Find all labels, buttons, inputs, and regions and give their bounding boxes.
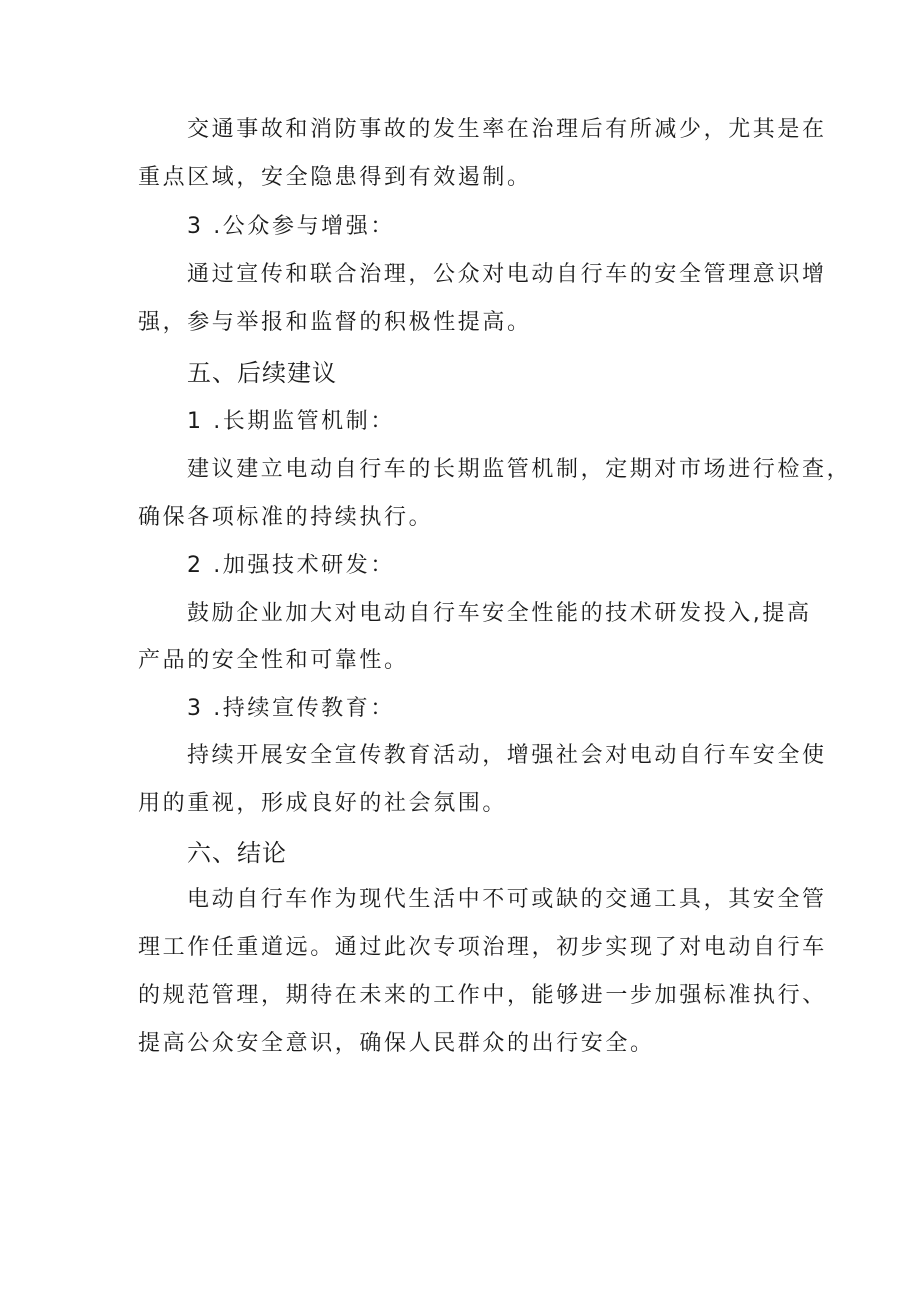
paragraph-accident-line-1: 交通事故和消防事故的发生率在治理后有所减少，尤其是在 bbox=[187, 117, 827, 142]
item-tech-research: 2 .加强技术研发： bbox=[187, 553, 395, 578]
paragraph-public-line-2: 强，参与举报和监督的积极性提高。 bbox=[138, 310, 532, 335]
section-heading-conclusion: 六、结论 bbox=[187, 839, 287, 867]
paragraph-conclusion-line-1: 电动自行车作为现代生活中不可或缺的交通工具，其安全管 bbox=[187, 887, 827, 912]
section-heading-follow-up: 五、后续建议 bbox=[187, 359, 337, 387]
paragraph-education-line-2: 用的重视，形成良好的社会氛围。 bbox=[138, 791, 508, 816]
paragraph-research-line-1: 鼓励企业加大对电动自行车安全性能的技术研发投入,提高 bbox=[187, 601, 812, 626]
paragraph-conclusion-line-2: 理工作任重道远。通过此次专项治理，初步实现了对电动自行车 bbox=[138, 935, 827, 960]
paragraph-supervision-line-1: 建议建立电动自行车的长期监管机制，定期对市场进行检查， bbox=[187, 457, 852, 482]
item-continuous-education: 3 .持续宣传教育： bbox=[187, 696, 395, 721]
paragraph-education-line-1: 持续开展安全宣传教育活动，增强社会对电动自行车安全使 bbox=[187, 743, 827, 768]
paragraph-supervision-line-2: 确保各项标准的持续执行。 bbox=[138, 505, 434, 530]
paragraph-conclusion-line-3: 的规范管理，期待在未来的工作中，能够进一步加强标准执行、 bbox=[138, 983, 827, 1008]
paragraph-public-line-1: 通过宣传和联合治理，公众对电动自行车的安全管理意识增 bbox=[187, 262, 827, 287]
paragraph-conclusion-line-4: 提高公众安全意识，确保人民群众的出行安全。 bbox=[138, 1031, 655, 1056]
paragraph-accident-line-2: 重点区域，安全隐患得到有效遏制。 bbox=[138, 165, 532, 190]
item-public-participation: 3 .公众参与增强： bbox=[187, 214, 395, 239]
paragraph-research-line-2: 产品的安全性和可靠性。 bbox=[138, 648, 409, 673]
item-long-term-supervision: 1 .长期监管机制： bbox=[187, 409, 395, 434]
